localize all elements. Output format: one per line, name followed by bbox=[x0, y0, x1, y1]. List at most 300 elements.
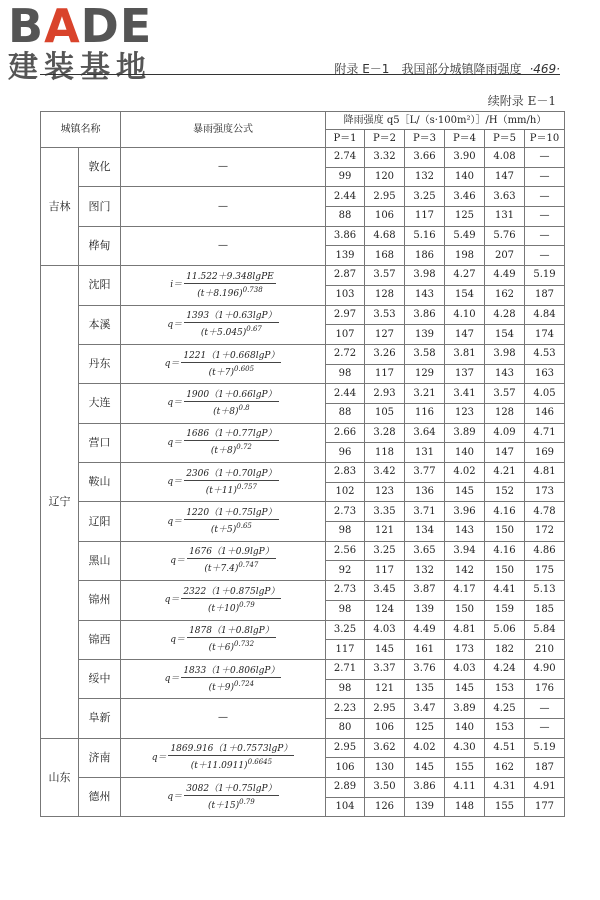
intensity-value: 3.50 bbox=[365, 778, 405, 798]
rainfall-value: 127 bbox=[365, 325, 405, 345]
rainfall-value: 96 bbox=[326, 443, 365, 463]
formula-denominator: $(t+9)^{0.724}$ bbox=[208, 679, 255, 693]
formula bbox=[170, 626, 275, 653]
intensity-value: — bbox=[525, 699, 565, 719]
formula-fraction bbox=[181, 666, 281, 693]
rainfall-value: 169 bbox=[525, 443, 565, 463]
formula bbox=[167, 429, 278, 456]
intensity-value: 2.87 bbox=[326, 266, 365, 286]
table-row bbox=[41, 226, 565, 246]
city-name: 图门 bbox=[79, 187, 121, 226]
formula-fraction bbox=[184, 469, 278, 496]
intensity-value: 3.25 bbox=[326, 620, 365, 640]
rainfall-value: 129 bbox=[405, 364, 445, 384]
city-name: 营口 bbox=[79, 423, 121, 462]
intensity-value: 3.94 bbox=[445, 541, 485, 561]
table-row bbox=[41, 778, 565, 798]
formula bbox=[167, 469, 278, 496]
formula bbox=[167, 390, 278, 417]
rainfall-value: 147 bbox=[485, 443, 525, 463]
formula-cell: — bbox=[121, 226, 326, 265]
header-rule bbox=[40, 74, 560, 75]
intensity-value: 3.65 bbox=[405, 541, 445, 561]
rainfall-value: 154 bbox=[485, 325, 525, 345]
intensity-value: 2.56 bbox=[326, 541, 365, 561]
formula-cell bbox=[121, 305, 326, 344]
rainfall-value: 130 bbox=[365, 758, 405, 778]
intensity-value: 3.35 bbox=[365, 502, 405, 522]
rainfall-value: 161 bbox=[405, 640, 445, 660]
table-row bbox=[41, 266, 565, 286]
formula-fraction bbox=[184, 311, 278, 338]
formula-exponent: 0.6645 bbox=[247, 758, 273, 767]
formula-lhs: q＝ bbox=[170, 555, 186, 566]
formula-denominator: $(t+8)^{0.8}$ bbox=[213, 403, 250, 417]
intensity-value: 3.81 bbox=[445, 344, 485, 364]
rainfall-value: 145 bbox=[445, 679, 485, 699]
rainfall-value: 154 bbox=[445, 285, 485, 305]
intensity-value: 4.51 bbox=[485, 738, 525, 758]
intensity-value: 2.72 bbox=[326, 344, 365, 364]
intensity-value: 3.87 bbox=[405, 581, 445, 601]
intensity-value: 4.71 bbox=[525, 423, 565, 443]
formula-exponent: 0.605 bbox=[234, 364, 255, 373]
formula-lhs: q＝ bbox=[167, 437, 183, 448]
intensity-value: 2.23 bbox=[326, 699, 365, 719]
formula-cell bbox=[121, 266, 326, 305]
rainfall-value: 148 bbox=[445, 797, 485, 817]
city-name: 桦甸 bbox=[79, 226, 121, 265]
formula-numerator: 1900（1＋0.66lgP） bbox=[186, 389, 277, 400]
intensity-value: 3.98 bbox=[485, 344, 525, 364]
formula-numerator: 1878（1＋0.8lgP） bbox=[189, 626, 274, 637]
formula bbox=[167, 784, 278, 811]
rainfall-value: 106 bbox=[365, 718, 405, 738]
intensity-value: 3.86 bbox=[405, 305, 445, 325]
rainfall-value: 137 bbox=[445, 364, 485, 384]
formula bbox=[165, 351, 282, 378]
province-name: 辽宁 bbox=[41, 266, 79, 739]
rainfall-value: 147 bbox=[485, 167, 525, 187]
formula-cell bbox=[121, 778, 326, 817]
table-row bbox=[41, 187, 565, 207]
rainfall-value: 198 bbox=[445, 246, 485, 266]
intensity-value: 2.97 bbox=[326, 305, 365, 325]
table-row bbox=[41, 541, 565, 561]
rainfall-value: 136 bbox=[405, 482, 445, 502]
table-row bbox=[41, 463, 565, 483]
formula-lhs: q＝ bbox=[167, 319, 183, 330]
rainfall-value: 145 bbox=[365, 640, 405, 660]
logo-wordmark bbox=[8, 0, 178, 53]
rainfall-value: 135 bbox=[405, 679, 445, 699]
intensity-value: 3.47 bbox=[405, 699, 445, 719]
city-name: 鞍山 bbox=[79, 463, 121, 502]
intensity-value: 2.93 bbox=[365, 384, 405, 404]
rainfall-value: 140 bbox=[445, 443, 485, 463]
intensity-value: 3.25 bbox=[405, 187, 445, 207]
formula-numerator: 2322（1＋0.875lgP） bbox=[183, 586, 280, 597]
formula-exponent: 0.67 bbox=[246, 325, 262, 334]
header-intensity: 降雨强度 q5［L/（s·100m²）］/H（mm/h） bbox=[326, 112, 565, 130]
rainfall-value: 139 bbox=[405, 600, 445, 620]
intensity-value: 5.19 bbox=[525, 738, 565, 758]
intensity-value: 5.76 bbox=[485, 226, 525, 246]
intensity-value: 4.16 bbox=[485, 502, 525, 522]
intensity-value: 5.84 bbox=[525, 620, 565, 640]
rainfall-intensity-table bbox=[40, 111, 565, 817]
intensity-value: 4.78 bbox=[525, 502, 565, 522]
intensity-value: 2.95 bbox=[365, 187, 405, 207]
rainfall-value: 140 bbox=[445, 167, 485, 187]
rainfall-value: 132 bbox=[405, 167, 445, 187]
intensity-value: 2.66 bbox=[326, 423, 365, 443]
formula-cell: — bbox=[121, 699, 326, 738]
rainfall-value: 153 bbox=[485, 718, 525, 738]
formula-lhs: q＝ bbox=[170, 634, 186, 645]
rainfall-value: 131 bbox=[485, 207, 525, 227]
rainfall-value: 163 bbox=[525, 364, 565, 384]
intensity-value: 4.24 bbox=[485, 659, 525, 679]
intensity-value: 3.41 bbox=[445, 384, 485, 404]
rainfall-value: 153 bbox=[485, 679, 525, 699]
rainfall-value: 182 bbox=[485, 640, 525, 660]
rainfall-value: 117 bbox=[405, 207, 445, 227]
intensity-value: 4.17 bbox=[445, 581, 485, 601]
period-header: P＝3 bbox=[405, 130, 445, 148]
formula-numerator: 11.522＋9.348lgPE bbox=[186, 271, 274, 282]
rainfall-value: 126 bbox=[365, 797, 405, 817]
city-name: 阜新 bbox=[79, 699, 121, 738]
intensity-value: 3.62 bbox=[365, 738, 405, 758]
city-name: 济南 bbox=[79, 738, 121, 777]
formula-denominator: $(t+8)^{0.72}$ bbox=[210, 443, 252, 457]
formula-numerator: 1676（1＋0.9lgP） bbox=[189, 547, 274, 558]
rainfall-value: 139 bbox=[405, 325, 445, 345]
intensity-value: 5.13 bbox=[525, 581, 565, 601]
rainfall-value: 159 bbox=[485, 600, 525, 620]
formula bbox=[170, 547, 275, 574]
rainfall-value: 123 bbox=[445, 403, 485, 423]
rainfall-value: 102 bbox=[326, 482, 365, 502]
rainfall-value: 162 bbox=[485, 758, 525, 778]
page-number: ·469· bbox=[529, 62, 560, 76]
intensity-value: 3.42 bbox=[365, 463, 405, 483]
formula-exponent: 0.79 bbox=[239, 600, 255, 609]
rainfall-value: — bbox=[525, 207, 565, 227]
rainfall-value: 117 bbox=[326, 640, 365, 660]
rainfall-value: 121 bbox=[365, 522, 405, 542]
intensity-value: 3.76 bbox=[405, 659, 445, 679]
publisher-logo bbox=[8, 2, 178, 94]
rainfall-value: 106 bbox=[326, 758, 365, 778]
formula bbox=[167, 508, 278, 535]
rainfall-value: 124 bbox=[365, 600, 405, 620]
formula-exponent: 0.79 bbox=[239, 797, 255, 806]
formula-numerator: 3082（1＋0.75lgP） bbox=[186, 783, 277, 794]
city-name: 丹东 bbox=[79, 344, 121, 383]
formula-exponent: 0.732 bbox=[234, 640, 255, 649]
intensity-value: 3.90 bbox=[445, 148, 485, 168]
intensity-value: 4.41 bbox=[485, 581, 525, 601]
city-name: 德州 bbox=[79, 778, 121, 817]
rainfall-value: 117 bbox=[365, 364, 405, 384]
rainfall-value: 98 bbox=[326, 600, 365, 620]
table-row bbox=[41, 502, 565, 522]
rainfall-value: 118 bbox=[365, 443, 405, 463]
city-name: 敦化 bbox=[79, 148, 121, 187]
province-name: 山东 bbox=[41, 738, 79, 817]
intensity-value: 4.08 bbox=[485, 148, 525, 168]
rainfall-value: 128 bbox=[485, 403, 525, 423]
intensity-value: 3.57 bbox=[485, 384, 525, 404]
city-name: 沈阳 bbox=[79, 266, 121, 305]
intensity-value: 4.68 bbox=[365, 226, 405, 246]
logo-accent-letter: A bbox=[44, 0, 81, 53]
table-row bbox=[41, 620, 565, 640]
formula-fraction bbox=[184, 784, 278, 811]
rainfall-value: 88 bbox=[326, 207, 365, 227]
formula-lhs: q＝ bbox=[151, 752, 167, 763]
rainfall-value: 99 bbox=[326, 167, 365, 187]
table-row bbox=[41, 148, 565, 168]
intensity-value: 2.83 bbox=[326, 463, 365, 483]
formula bbox=[165, 587, 282, 614]
intensity-value: 5.49 bbox=[445, 226, 485, 246]
running-head-title: 附录 E－1 我国部分城镇降雨强度 bbox=[334, 62, 522, 76]
intensity-value: 4.91 bbox=[525, 778, 565, 798]
formula-numerator: 1393（1＋0.63lgP） bbox=[186, 311, 277, 322]
intensity-value: 2.95 bbox=[326, 738, 365, 758]
rainfall-value: 150 bbox=[485, 561, 525, 581]
intensity-value: 3.58 bbox=[405, 344, 445, 364]
formula-lhs: q＝ bbox=[167, 516, 183, 527]
intensity-value: 4.84 bbox=[525, 305, 565, 325]
city-name: 锦州 bbox=[79, 581, 121, 620]
table-row bbox=[41, 659, 565, 679]
rainfall-value: 146 bbox=[525, 403, 565, 423]
formula-lhs: q＝ bbox=[167, 477, 183, 488]
intensity-value: 4.21 bbox=[485, 463, 525, 483]
rainfall-value: 143 bbox=[445, 522, 485, 542]
rainfall-value: 175 bbox=[525, 561, 565, 581]
rainfall-value: 125 bbox=[405, 718, 445, 738]
formula-lhs: q＝ bbox=[167, 792, 183, 803]
rainfall-value: 187 bbox=[525, 285, 565, 305]
intensity-value: 2.44 bbox=[326, 384, 365, 404]
intensity-value: 5.16 bbox=[405, 226, 445, 246]
formula-fraction bbox=[184, 390, 278, 417]
formula-fraction bbox=[184, 272, 276, 299]
rainfall-value: 88 bbox=[326, 403, 365, 423]
intensity-value: 3.86 bbox=[405, 778, 445, 798]
intensity-value: 3.28 bbox=[365, 423, 405, 443]
formula-cell bbox=[121, 738, 326, 777]
intensity-value: 4.81 bbox=[525, 463, 565, 483]
intensity-value: 4.53 bbox=[525, 344, 565, 364]
intensity-value: 2.74 bbox=[326, 148, 365, 168]
logo-letters: DE bbox=[80, 0, 153, 53]
city-name: 锦西 bbox=[79, 620, 121, 659]
intensity-value: 3.25 bbox=[365, 541, 405, 561]
intensity-value: 3.53 bbox=[365, 305, 405, 325]
formula-denominator: $(t+15)^{0.79}$ bbox=[208, 797, 255, 811]
table-row bbox=[41, 423, 565, 443]
period-header: P＝1 bbox=[326, 130, 365, 148]
city-name: 辽阳 bbox=[79, 502, 121, 541]
rainfall-value: 134 bbox=[405, 522, 445, 542]
formula bbox=[167, 311, 278, 338]
logo-letter: B bbox=[8, 0, 45, 53]
formula-lhs: q＝ bbox=[167, 398, 183, 409]
intensity-value: 2.73 bbox=[326, 581, 365, 601]
formula-cell bbox=[121, 463, 326, 502]
formula-denominator: $(t+5.045)^{0.67}$ bbox=[200, 325, 262, 339]
formula-numerator: 1869.916（1＋0.7573lgP） bbox=[170, 744, 293, 755]
intensity-value: 3.26 bbox=[365, 344, 405, 364]
formula-denominator: $(t+6)^{0.732}$ bbox=[208, 640, 255, 654]
rainfall-value: 155 bbox=[445, 758, 485, 778]
intensity-value: 2.71 bbox=[326, 659, 365, 679]
header-formula: 暴雨强度公式 bbox=[121, 112, 326, 148]
intensity-value: 4.10 bbox=[445, 305, 485, 325]
intensity-value: 3.98 bbox=[405, 266, 445, 286]
rainfall-value: 186 bbox=[405, 246, 445, 266]
intensity-value: 4.31 bbox=[485, 778, 525, 798]
formula-fraction bbox=[184, 508, 278, 535]
rainfall-value: 107 bbox=[326, 325, 365, 345]
rainfall-value: 128 bbox=[365, 285, 405, 305]
intensity-value: 4.27 bbox=[445, 266, 485, 286]
intensity-value: 3.63 bbox=[485, 187, 525, 207]
intensity-value: 4.02 bbox=[445, 463, 485, 483]
intensity-value: 3.32 bbox=[365, 148, 405, 168]
rainfall-value: 143 bbox=[485, 364, 525, 384]
rainfall-value: 103 bbox=[326, 285, 365, 305]
rainfall-value: 106 bbox=[365, 207, 405, 227]
intensity-value: 3.96 bbox=[445, 502, 485, 522]
intensity-value: 4.16 bbox=[485, 541, 525, 561]
intensity-value: 3.89 bbox=[445, 699, 485, 719]
intensity-value: 3.21 bbox=[405, 384, 445, 404]
rainfall-value: 174 bbox=[525, 325, 565, 345]
intensity-value: 3.46 bbox=[445, 187, 485, 207]
intensity-value: — bbox=[525, 226, 565, 246]
rainfall-value: 210 bbox=[525, 640, 565, 660]
formula-lhs: i＝ bbox=[170, 280, 183, 291]
rainfall-value: — bbox=[525, 167, 565, 187]
rainfall-value: 155 bbox=[485, 797, 525, 817]
formula-exponent: 0.747 bbox=[238, 561, 259, 570]
formula-cell: — bbox=[121, 148, 326, 187]
intensity-value: — bbox=[525, 148, 565, 168]
formula bbox=[165, 666, 282, 693]
intensity-value: 4.03 bbox=[365, 620, 405, 640]
rainfall-value: 92 bbox=[326, 561, 365, 581]
intensity-value: 3.71 bbox=[405, 502, 445, 522]
intensity-value: 4.05 bbox=[525, 384, 565, 404]
formula-numerator: 2306（1＋0.70lgP） bbox=[186, 468, 277, 479]
intensity-value: 3.57 bbox=[365, 266, 405, 286]
formula-lhs: q＝ bbox=[164, 674, 180, 685]
formula-lhs: q＝ bbox=[164, 359, 180, 370]
intensity-value: 2.44 bbox=[326, 187, 365, 207]
rainfall-value: 98 bbox=[326, 364, 365, 384]
rainfall-value: 185 bbox=[525, 600, 565, 620]
table-caption: 续附录 E－1 bbox=[487, 94, 556, 108]
intensity-value: 3.86 bbox=[326, 226, 365, 246]
intensity-value: 5.06 bbox=[485, 620, 525, 640]
formula-denominator: $(t+8.196)^{0.738}$ bbox=[197, 285, 263, 299]
intensity-value: 4.90 bbox=[525, 659, 565, 679]
formula-numerator: 1221（1＋0.668lgP） bbox=[183, 350, 280, 361]
period-header: P＝5 bbox=[485, 130, 525, 148]
intensity-value: 2.95 bbox=[365, 699, 405, 719]
period-header: P＝4 bbox=[445, 130, 485, 148]
rainfall-value: 104 bbox=[326, 797, 365, 817]
intensity-value: 5.19 bbox=[525, 266, 565, 286]
formula-exponent: 0.724 bbox=[234, 679, 255, 688]
rainfall-value: 125 bbox=[445, 207, 485, 227]
intensity-value: 2.73 bbox=[326, 502, 365, 522]
rainfall-value: 187 bbox=[525, 758, 565, 778]
formula bbox=[152, 744, 295, 771]
rainfall-value: 139 bbox=[405, 797, 445, 817]
intensity-value: 3.45 bbox=[365, 581, 405, 601]
intensity-value: 4.49 bbox=[485, 266, 525, 286]
table-row bbox=[41, 384, 565, 404]
header-city: 城镇名称 bbox=[41, 112, 121, 148]
rainfall-value: 177 bbox=[525, 797, 565, 817]
formula-denominator: $(t+7)^{0.605}$ bbox=[208, 364, 255, 378]
intensity-value: 4.03 bbox=[445, 659, 485, 679]
rainfall-value: 172 bbox=[525, 522, 565, 542]
rainfall-value: 176 bbox=[525, 679, 565, 699]
intensity-value: 3.64 bbox=[405, 423, 445, 443]
province-name: 吉林 bbox=[41, 148, 79, 266]
rainfall-value: 142 bbox=[445, 561, 485, 581]
rainfall-value: 105 bbox=[365, 403, 405, 423]
formula-numerator: 1686（1＋0.77lgP） bbox=[186, 429, 277, 440]
rainfall-value: 120 bbox=[365, 167, 405, 187]
logo-subtitle: 建装基地 bbox=[8, 50, 152, 85]
rainfall-value: 139 bbox=[326, 246, 365, 266]
rainfall-value: 98 bbox=[326, 679, 365, 699]
formula-cell bbox=[121, 581, 326, 620]
rainfall-value: 121 bbox=[365, 679, 405, 699]
formula-exponent: 0.65 bbox=[236, 522, 252, 531]
formula-cell bbox=[121, 502, 326, 541]
formula-cell bbox=[121, 344, 326, 383]
rainfall-value: 207 bbox=[485, 246, 525, 266]
period-header: P＝2 bbox=[365, 130, 405, 148]
rainfall-value: 168 bbox=[365, 246, 405, 266]
formula-cell bbox=[121, 384, 326, 423]
city-name: 黑山 bbox=[79, 541, 121, 580]
formula-fraction bbox=[181, 587, 281, 614]
formula-exponent: 0.738 bbox=[242, 285, 263, 294]
rainfall-value: 173 bbox=[445, 640, 485, 660]
table-row bbox=[41, 699, 565, 719]
rainfall-value: 150 bbox=[485, 522, 525, 542]
formula-fraction bbox=[187, 547, 276, 574]
rainfall-value: 173 bbox=[525, 482, 565, 502]
rainfall-value: 162 bbox=[485, 285, 525, 305]
formula bbox=[170, 272, 275, 299]
intensity-value: 4.86 bbox=[525, 541, 565, 561]
rainfall-value: 145 bbox=[445, 482, 485, 502]
formula-fraction bbox=[181, 351, 281, 378]
